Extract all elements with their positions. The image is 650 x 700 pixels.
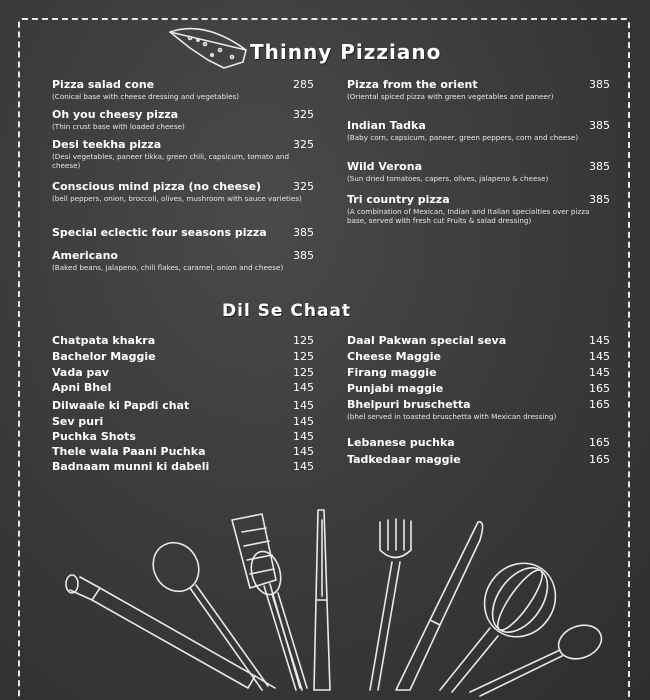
- menu-item: [52, 78, 314, 101]
- menu-item-name: Badnaam munni ki dabeli: [52, 460, 210, 473]
- menu-item: [52, 350, 314, 363]
- menu-item: [52, 415, 314, 428]
- menu-item-name: Dilwaale ki Papdi chat: [52, 399, 190, 412]
- menu-item-desc: (Conical base with cheese dressing and vegetables): [52, 92, 240, 101]
- menu-item-desc: (Thin crust base with loaded cheese): [52, 122, 185, 131]
- menu-item-price: 145: [293, 460, 314, 473]
- menu-item: [52, 138, 314, 170]
- menu-item: [52, 381, 314, 394]
- menu-item-desc: (Oriental spiced pizza with green vegetables and paneer): [347, 92, 554, 101]
- menu-item-price: 385: [589, 193, 610, 206]
- menu-item: [347, 78, 610, 101]
- menu-item: [347, 366, 610, 379]
- menu-item-name: Daal Pakwan special seva: [347, 334, 507, 347]
- menu-item-price: 165: [589, 453, 610, 466]
- section-title-pizza: Thinny Pizziano: [250, 40, 442, 64]
- menu-item-name: Puchka Shots: [52, 430, 136, 443]
- menu-item-price: 165: [589, 398, 610, 411]
- menu-item-name: Desi teekha pizza: [52, 138, 162, 151]
- menu-item-name: Wild Verona: [347, 160, 422, 173]
- menu-item-price: 325: [293, 138, 314, 151]
- menu-item-price: 285: [293, 78, 314, 91]
- menu-item-name: Cheese Maggie: [347, 350, 442, 363]
- menu-item: [52, 334, 314, 347]
- menu-item: [347, 119, 610, 142]
- menu-item-name: Tadkedaar maggie: [347, 453, 461, 466]
- menu-item-price: 385: [293, 226, 314, 239]
- menu-item: [347, 453, 610, 466]
- menu-item-price: 325: [293, 108, 314, 121]
- menu-item-desc: (Baked beans, jalapeno, chili flakes, caramel, onion and cheese): [52, 263, 284, 272]
- menu-item-price: 145: [589, 366, 610, 379]
- menu-item-desc: (bhel served in toasted bruschetta with Mexican dressing): [347, 412, 557, 421]
- menu-item-price: 125: [293, 350, 314, 363]
- menu-item-price: 145: [293, 445, 314, 458]
- menu-item-price: 145: [293, 430, 314, 443]
- menu-item-name: Tri country pizza: [347, 193, 450, 206]
- menu-item: [52, 399, 314, 412]
- menu-item: [347, 436, 610, 449]
- menu-item-name: Firang maggie: [347, 366, 437, 379]
- menu-item-name: Indian Tadka: [347, 119, 426, 132]
- section-title-chaat: Dil Se Chaat: [222, 301, 352, 321]
- menu-item-desc: (bell peppers, onion, broccoli, olives, mushroom with sauce varieties): [52, 194, 302, 203]
- menu-item-name: Pizza from the orient: [347, 78, 478, 91]
- menu-item-price: 125: [293, 334, 314, 347]
- menu-item: [52, 445, 314, 458]
- menu-item-name: Sev puri: [52, 415, 104, 428]
- menu-item-desc: (A combination of Mexican, Indian and Italian specialties over pizza base, served with fresh cut Fruits & salad dressing): [347, 207, 590, 225]
- menu-item: [347, 334, 610, 347]
- menu-item-price: 145: [293, 399, 314, 412]
- menu-item-name: Special eclectic four seasons pizza: [52, 226, 267, 239]
- menu-item: [52, 249, 314, 272]
- menu-item: [52, 366, 314, 379]
- menu-item: [52, 226, 314, 239]
- menu-item: [52, 108, 314, 131]
- menu-item-name: Bhelpuri bruschetta: [347, 398, 471, 411]
- menu-item-price: 385: [589, 119, 610, 132]
- menu-item-desc: (Baby corn, capsicum, paneer, green peppers, corn and cheese): [347, 133, 579, 142]
- menu-item-name: Oh you cheesy pizza: [52, 108, 179, 121]
- menu-item-name: Chatpata khakra: [52, 334, 156, 347]
- menu-item-name: Conscious mind pizza (no cheese): [52, 180, 262, 193]
- menu-item: [347, 160, 610, 183]
- menu-item-name: Pizza salad cone: [52, 78, 155, 91]
- menu-item-name: Apni Bhel: [52, 381, 112, 394]
- menu-item-name: Thele wala Paani Puchka: [52, 445, 206, 458]
- menu-item: [347, 382, 610, 395]
- menu-item-desc: (Desi vegetables, paneer tikka, green chili, capsicum, tomato and cheese): [52, 152, 290, 170]
- menu-item: [347, 350, 610, 363]
- menu-item: [52, 180, 314, 203]
- menu-item: [347, 398, 610, 421]
- menu-item: [52, 460, 314, 473]
- menu-item-price: 325: [293, 180, 314, 193]
- menu-item-name: Lebanese puchka: [347, 436, 455, 449]
- menu-item-price: 385: [293, 249, 314, 262]
- menu-item-price: 145: [293, 415, 314, 428]
- menu-item-price: 165: [589, 436, 610, 449]
- menu-item-price: 385: [589, 160, 610, 173]
- menu-item-price: 145: [589, 350, 610, 363]
- menu-item-price: 385: [589, 78, 610, 91]
- menu-item-price: 125: [293, 366, 314, 379]
- menu-item-name: Bachelor Maggie: [52, 350, 156, 363]
- menu-item-price: 145: [589, 334, 610, 347]
- menu-item: [52, 430, 314, 443]
- menu-item-desc: (Sun dried tomatoes, capers, olives, jalapeno & cheese): [347, 174, 549, 183]
- menu-item-name: Punjabi maggie: [347, 382, 444, 395]
- menu-item: [347, 193, 610, 225]
- menu-item-name: Vada pav: [52, 366, 109, 379]
- menu-item-price: 165: [589, 382, 610, 395]
- menu-item-price: 145: [293, 381, 314, 394]
- menu-item-name: Americano: [52, 249, 118, 262]
